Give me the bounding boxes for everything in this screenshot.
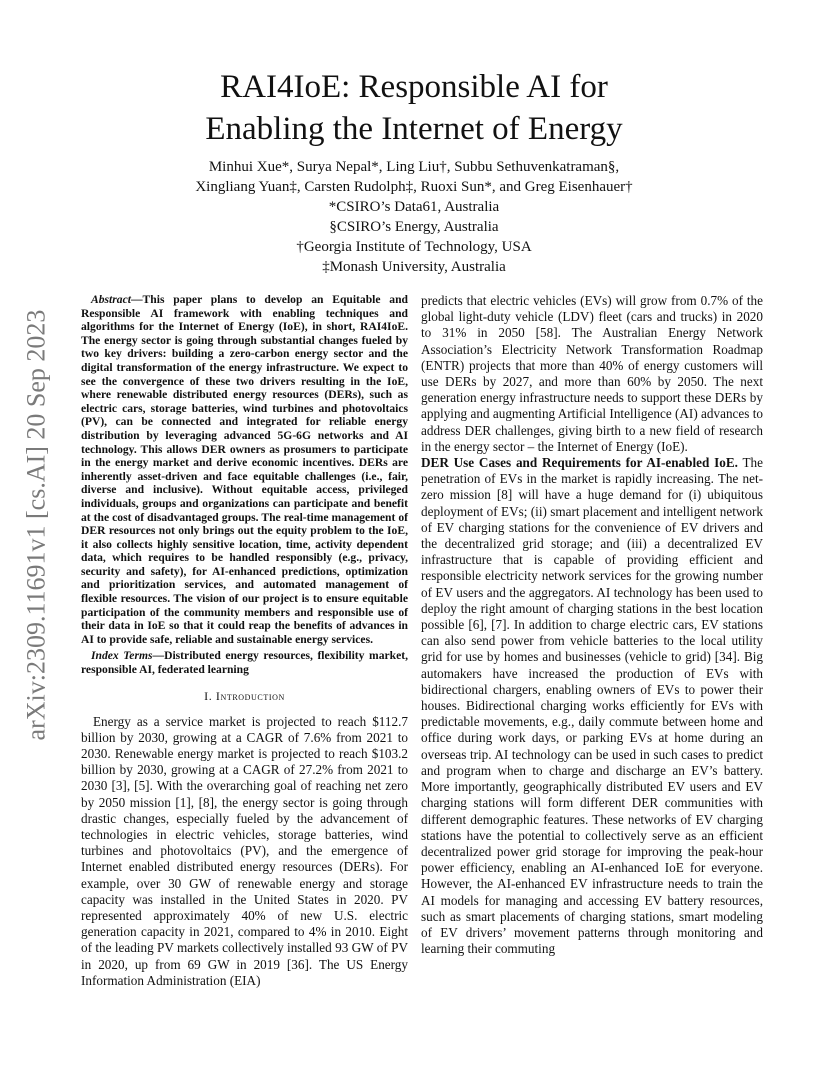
- der-use-cases-text: The penetration of EVs in the market is rapidly increasing. The net-zero mission [8] will have a huge demand for (i) ubiquitous deployment of EVs; (ii) smart placement and intelligent network of EV charging stations for the convenience of EV drivers and the decentralized grid storage; and (iii) a decentralized EV infrastructure that is capable of providing efficient and responsible electricity network services for the growing number of EV users and the aggregators. AI technology has been used to deploy the right amount of charging stations in the best location possible [6], [7]. In addition to charge electric cars, EV stations can also send power from vehicle batteries to the local utility grid for use by homes and businesses (vehicle to grid) [34]. Big automakers have increased the production of EVs with bidirectional chargers, enabling owners of EVs to power their houses. Bidirectional charging works efficiently for EVs with predictable movements, e.g., daily commute between home and office during work days, or parking EVs at home during an overseas trip. AI technology can be used in such cases to predict and program when to charge and discharge an EV’s battery. More importantly, geographically distributed EV users and EV charging stations will form different DER communities with different demographic features. These networks of EV charging stations have the potential to collectively serve as an efficient decentralized power grid storage for improving the peak-hour power efficiency, enabling an AI-enhanced IoE for everyone. However, the AI-enhanced EV infrastructure needs to train the AI models for managing and accessing EV battery resources, such as smart placements of charging stations, smart modeling of EV drivers’ movement patterns through monitoring and learning their commuting: [421, 455, 763, 957]
- abstract-text: —This paper plans to develop an Equitable and Responsible AI framework with enabling techniques and algorithms for the Internet of Energy (IoE), in short, RAI4IoE. The energy sector is going through substantial changes fueled by two key drivers: building a zero-carbon energy sector and the digital transformation of the energy infrastructure. We expect to see the convergence of these two drivers resulting in the IoE, where renewable distributed energy resources (DERs), such as electric cars, storage batteries, wind turbines and photovoltaics (PV), can be connected and integrated for reliable energy distribution by leveraging advanced 5G-6G networks and AI technology. This allows DER owners as prosumers to participate in the energy market and derive economic incentives. DERs are inherently asset-driven and face equitable challenges (i.e., fair, diverse and inclusive). Without equitable access, privileged individuals, groups and organizations can participate and benefit at the cost of disadvantaged groups. The real-time management of DER resources not only brings out the equity problem to the IoE, it also collects highly sensitive location, time, activity dependent data, which requires to be handled responsibly (e.g., privacy, security and safety), for AI-enhanced predictions, optimization and prioritization services, and automated management of flexible resources. The vision of our project is to ensure equitable participation of the community members and responsible use of their data in IoE so that it could reap the benefits of advances in AI to provide safe, reliable and sustainable energy services.: [81, 293, 408, 646]
- section-heading-introduction: I. Introduction: [204, 688, 285, 703]
- authors-line-2: Xingliang Yuan‡, Carsten Rudolph‡, Ruoxi Sun*, and Greg Eisenhauer†: [195, 179, 633, 195]
- title-line-1: RAI4IoE: Responsible AI for: [220, 69, 608, 105]
- affiliation-1: *CSIRO’s Data61, Australia: [328, 199, 500, 215]
- abstract: [81, 293, 408, 646]
- left-column: [81, 293, 408, 989]
- authors-line-1: Minhui Xue*, Surya Nepal*, Ling Liu†, Subbu Sethuvenkatraman§,: [208, 159, 620, 175]
- abstract-label: Abstract: [91, 293, 131, 306]
- index-terms-text: —Distributed energy resources, flexibility market, responsible AI, federated learning: [81, 649, 408, 677]
- right-column: [421, 293, 763, 957]
- paper-title: [0, 66, 828, 150]
- arxiv-stamp-text: arXiv:2309.11691v1 [cs.AI] 20 Sep 2023: [21, 309, 50, 741]
- right-paragraph-2: [421, 455, 763, 957]
- arxiv-stamp: [22, 290, 50, 760]
- index-terms-label: Index Terms: [91, 649, 153, 663]
- title-line-2: Enabling the Internet of Energy: [205, 111, 623, 147]
- author-block: [0, 157, 828, 277]
- affiliation-4: ‡Monash University, Australia: [322, 259, 506, 275]
- intro-paragraph: Energy as a service market is projected to reach $112.7 billion by 2030, growing at a CAGR of 7.6% from 2021 to 2030. Renewable energy market is projected to reach $103.2 billion by 2030, growing at a CAGR of 27.2% from 2021 to 2030 [3], [5]. With the overarching goal of reaching net zero by 2050 mission [1], [8], the energy sector is going through drastic changes, especially fueled by the advancement of technologies in electric vehicles, storage batteries, wind turbines and photovoltaics (PV), and the emergence of Internet enabled distributed energy resources (DERs). For example, over 30 GW of renewable energy and storage capacity was installed in the United States in 2020. PV represented approximately 40% of new U.S. electric generation capacity in 2021, compared to 4% in 2010. Eight of the leading PV markets collectively installed 93 GW of PV in 2020, up from 69 GW in 2019 [36]. The US Energy Information Administration (EIA): [81, 713, 408, 988]
- right-paragraph-1: predicts that electric vehicles (EVs) will grow from 0.7% of the global light-duty vehicle (LDV) fleet (cars and trucks) in 2020 to 31% in 2050 [58]. The Australian Energy Network Association’s Electricity Network Transformation Roadmap (ENTR) projects that more than 40% of energy customers will use DERs by 2027, and more than 60% by 2050. The next generation energy infrastructure needs to support these DERs by applying and augmenting Artificial Intelligence (AI) advances to address DER challenges, giving birth to a new field of research in the energy sector – the Internet of Energy (IoE).: [421, 293, 763, 454]
- index-terms: [81, 649, 408, 676]
- der-use-cases-heading: DER Use Cases and Requirements for AI-enabled IoE.: [421, 455, 738, 471]
- affiliation-2: §CSIRO’s Energy, Australia: [329, 219, 499, 235]
- affiliation-3: †Georgia Institute of Technology, USA: [296, 239, 532, 255]
